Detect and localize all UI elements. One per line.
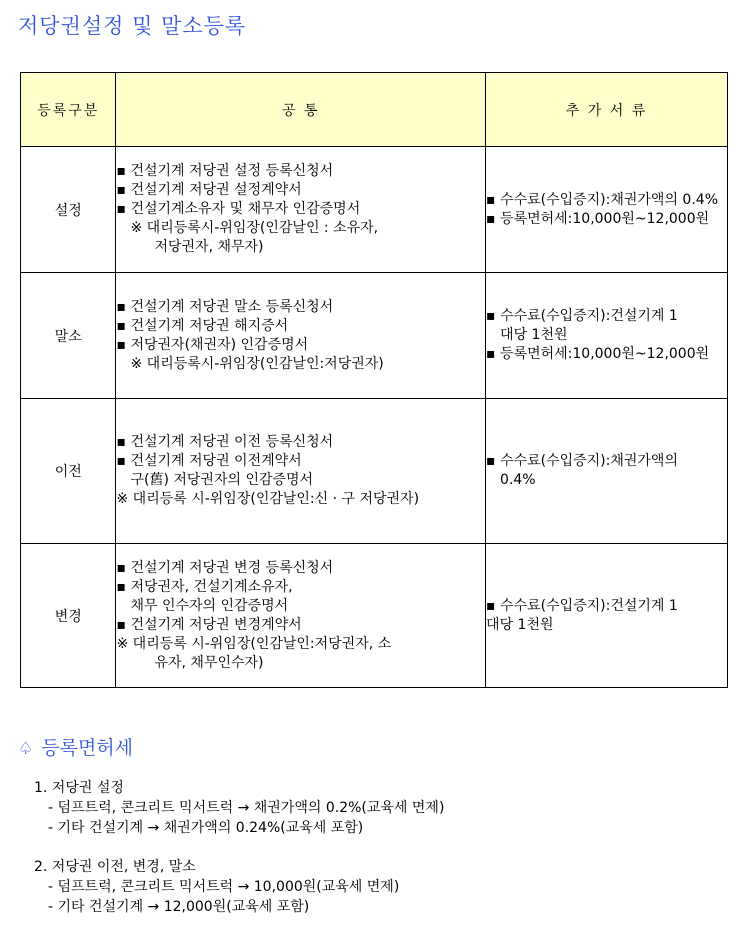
extra-documents-list	[486, 597, 727, 635]
spacer	[34, 838, 444, 857]
list-item-text: 수수료(수입증지):채권가액의 0.4%	[500, 191, 718, 208]
list-item-text: 건설기계 저당권 말소 등록신청서	[130, 298, 334, 315]
list-item	[116, 181, 485, 200]
list-item	[116, 635, 485, 654]
extra-documents-cell	[486, 147, 728, 273]
extra-documents-list	[486, 191, 727, 229]
list-item-text: ※ 대리등록 시-위임장(인감날인:신 · 구 저당권자)	[116, 491, 420, 507]
list-item-text: 건설기계 저당권 변경 등록신청서	[130, 559, 334, 576]
row-category: 이전	[21, 399, 116, 544]
common-documents-list	[116, 162, 485, 257]
list-item-text: ※ 대리등록시-위임장(인감날인:저당권자)	[130, 355, 384, 372]
list-item-text: 건설기계 저당권 설정 등록신청서	[130, 163, 334, 179]
bullet-icon: ▪	[116, 616, 126, 633]
list-item-text: 건설기계 저당권 해지증서	[130, 317, 289, 334]
list-item	[116, 559, 485, 578]
bullet-icon: ▪	[486, 453, 496, 469]
group-heading: 1. 저당권 설정	[34, 780, 124, 796]
header-category: 등록구분	[21, 73, 116, 147]
list-item	[116, 452, 485, 471]
bullet-icon: ▪	[116, 298, 126, 315]
page-title: 저당권설정 및 말소등록	[18, 14, 247, 38]
list-item-text: ※ 대리등록시-위임장(인감날인 : 소유자,	[130, 220, 379, 236]
list-item	[486, 345, 727, 364]
row-category: 말소	[21, 273, 116, 399]
section-heading	[18, 733, 133, 760]
list-item	[486, 471, 727, 490]
list-item-text: 저당권자, 건설기계소유자,	[130, 578, 293, 595]
list-item	[486, 307, 727, 326]
list-item	[116, 490, 485, 509]
table-row	[21, 273, 728, 399]
common-documents-list	[116, 298, 485, 374]
table-header-row	[21, 73, 728, 147]
extra-documents-cell	[486, 399, 728, 544]
registration-table	[20, 72, 728, 688]
list-item-text: 저당권자(채권자) 인감증명서	[130, 336, 309, 353]
list-item-text: 건설기계 저당권 변경계약서	[130, 616, 302, 633]
list-item-text: 수수료(수입증지):채권가액의	[500, 453, 678, 469]
list-item-text: 대당 1천원	[486, 616, 554, 633]
bullet-icon: ▪	[486, 346, 496, 362]
header-common: 공 통	[116, 73, 486, 147]
list-item	[486, 191, 727, 210]
bullet-icon: ▪	[486, 597, 496, 614]
bullet-icon: ▪	[116, 453, 126, 469]
bullet-icon: ▪	[116, 317, 126, 334]
list-item-text: 0.4%	[500, 472, 536, 488]
tax-details	[34, 778, 444, 917]
list-item-text: ※ 대리등록 시-위임장(인감날인:저당권자, 소	[116, 635, 392, 652]
list-item	[486, 210, 727, 229]
list-item-text: 저당권자, 채무자)	[154, 239, 264, 255]
header-extra: 추 가 서 류	[486, 73, 728, 147]
list-item	[116, 317, 485, 336]
list-item	[116, 238, 485, 257]
table-row	[21, 147, 728, 273]
bullet-icon: ▪	[116, 201, 126, 217]
bullet-icon: ▪	[116, 336, 126, 353]
table-row	[21, 399, 728, 544]
list-item	[116, 162, 485, 181]
extra-documents-cell	[486, 273, 728, 399]
list-item-text: 수수료(수입증지):건설기계 1	[500, 308, 678, 324]
extra-documents-list	[486, 307, 727, 364]
common-documents-cell	[116, 399, 486, 544]
list-item	[116, 471, 485, 490]
group-line: - 덤프트럭, 콘크리트 믹서트럭 → 채권가액의 0.2%(교육세 면제)	[48, 800, 445, 816]
list-item-text: 건설기계 저당권 이전 등록신청서	[130, 434, 334, 450]
section-title: 등록면허세	[41, 737, 134, 759]
bullet-icon: ▪	[116, 578, 126, 595]
list-item	[116, 433, 485, 452]
group-line: - 덤프트럭, 콘크리트 믹서트럭 → 10,000원(교육세 면제)	[48, 879, 400, 895]
list-item	[116, 298, 485, 317]
bullet-icon: ▪	[486, 308, 496, 324]
list-item	[116, 219, 485, 238]
extra-documents-list	[486, 452, 727, 490]
list-item	[486, 597, 727, 616]
bullet-icon: ▪	[116, 559, 126, 576]
list-item	[116, 578, 485, 597]
list-item-text: 구(舊) 저당권자의 인감증명서	[130, 472, 314, 488]
list-item	[486, 452, 727, 471]
bullet-icon: ▪	[486, 191, 496, 208]
row-category: 설정	[21, 147, 116, 273]
list-item	[116, 654, 485, 673]
list-item	[116, 355, 485, 374]
bullet-icon: ▪	[116, 434, 126, 450]
list-item-text: 수수료(수입증지):건설기계 1	[500, 597, 678, 614]
table-row	[21, 544, 728, 688]
row-category: 변경	[21, 544, 116, 688]
list-item-text: 등록면허세:10,000원~12,000원	[500, 210, 710, 227]
bullet-icon: ▪	[116, 163, 126, 179]
list-item	[116, 597, 485, 616]
list-item-text: 대당 1천원	[500, 327, 568, 343]
spade-icon: ♤	[18, 739, 34, 759]
list-item-text: 건설기계소유자 및 채무자 인감증명서	[130, 201, 361, 217]
list-item-text: 등록면허세:10,000원~12,000원	[500, 346, 710, 362]
common-documents-list	[116, 559, 485, 673]
group-heading: 2. 저당권 이전, 변경, 말소	[34, 859, 196, 875]
list-item-text: 유자, 채무인수자)	[154, 654, 264, 671]
common-documents-list	[116, 433, 485, 509]
list-item-text: 채무 인수자의 인감증명서	[130, 597, 289, 614]
common-documents-cell	[116, 544, 486, 688]
list-item-text: 건설기계 저당권 이전계약서	[130, 453, 302, 469]
list-item	[486, 326, 727, 345]
list-item	[116, 616, 485, 635]
extra-documents-cell	[486, 544, 728, 688]
list-item-text: 건설기계 저당권 설정계약서	[130, 182, 302, 198]
group-line: - 기타 건설기계 → 채권가액의 0.24%(교육세 포함)	[48, 820, 364, 836]
bullet-icon: ▪	[486, 210, 496, 227]
group-line: - 기타 건설기계 → 12,000원(교육세 포함)	[48, 899, 310, 915]
common-documents-cell	[116, 147, 486, 273]
list-item	[486, 616, 727, 635]
bullet-icon: ▪	[116, 182, 126, 198]
common-documents-cell	[116, 273, 486, 399]
list-item	[116, 336, 485, 355]
list-item	[116, 200, 485, 219]
